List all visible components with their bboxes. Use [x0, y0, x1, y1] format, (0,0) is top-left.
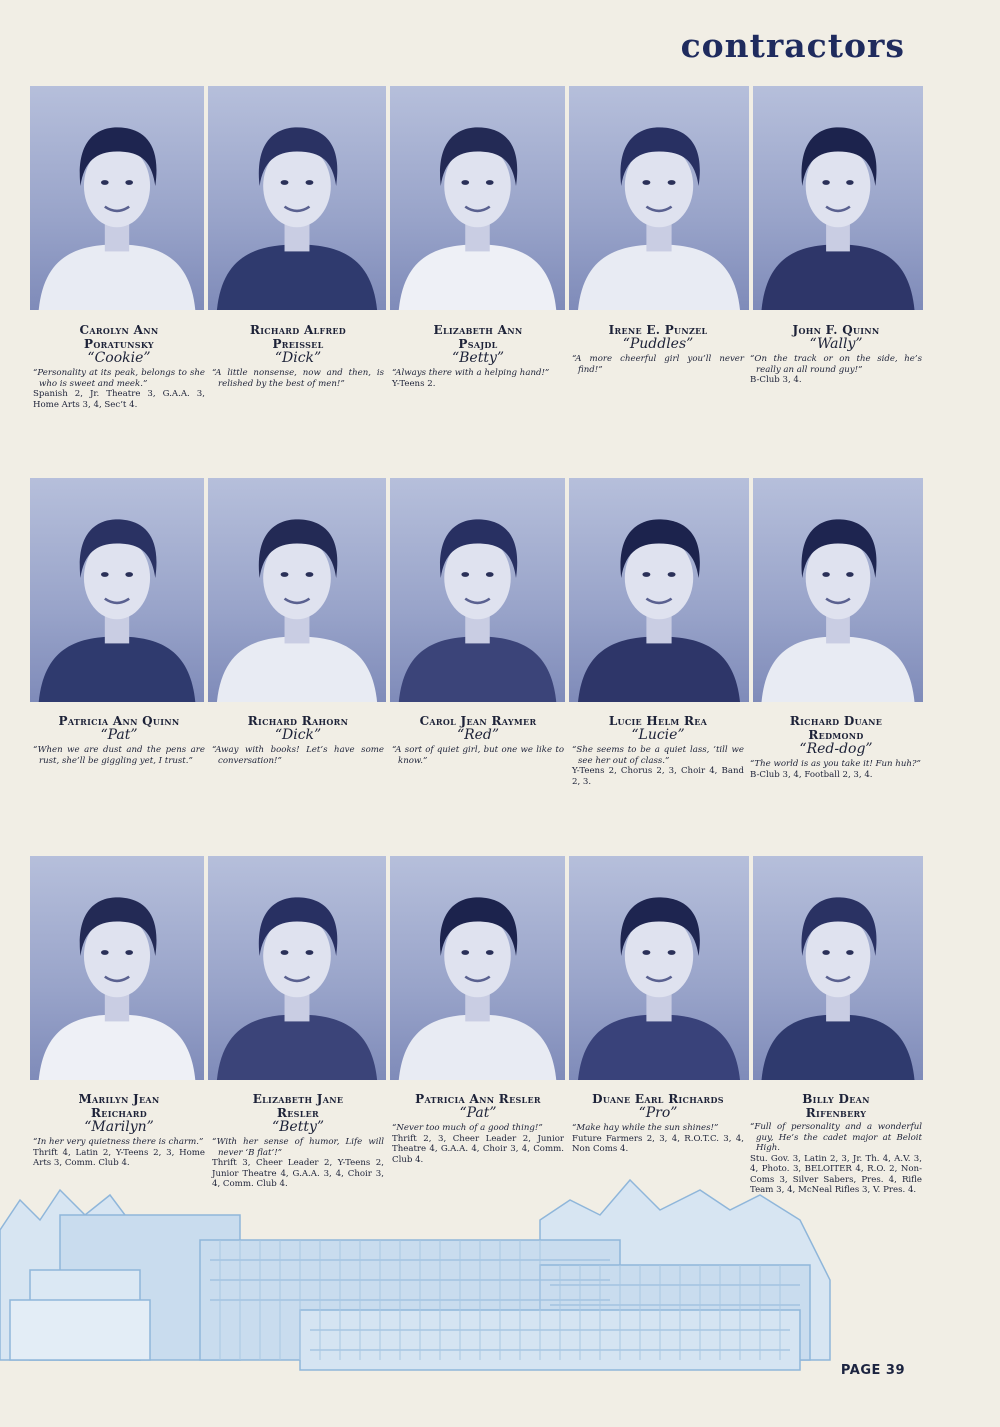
portrait-silhouette — [390, 856, 565, 1080]
portrait-silhouette — [753, 478, 923, 702]
student-nickname: “Red-dog” — [799, 741, 873, 757]
student-surname: Reichard — [91, 1106, 147, 1120]
student-caption — [392, 714, 564, 766]
student-activities: Thrift 4, Latin 2, Y-Teens 2, 3, Home Arts 3, Comm. Club 4. — [33, 1147, 205, 1168]
student-surname: Rifenbery — [805, 1106, 867, 1120]
student-portrait — [753, 856, 923, 1080]
student-quote: “With her sense of humor, Life will never ‘B flat’!” — [212, 1137, 384, 1158]
student-nickname: “Cookie” — [87, 350, 151, 366]
student-nickname: “Wally” — [809, 336, 863, 352]
student-name: Patricia Ann Quinn — [58, 714, 180, 728]
student-name: John F. Quinn — [792, 323, 880, 337]
student-caption — [572, 1092, 744, 1155]
student-activities: Y-Teens 2, Chorus 2, 3, Choir 4, Band 2, 3. — [572, 766, 744, 787]
student-caption — [392, 323, 564, 389]
student-surname: Preissel — [272, 337, 324, 351]
student-caption — [572, 714, 744, 787]
portrait-silhouette — [569, 86, 749, 310]
student-name: Duane Earl Richards — [592, 1092, 724, 1106]
school-building-illustration — [0, 1160, 880, 1400]
student-name: Elizabeth Ann — [433, 323, 523, 337]
student-surname: Redmond — [808, 728, 864, 742]
student-nickname: “Lucie” — [631, 727, 685, 743]
portrait-silhouette — [569, 856, 749, 1080]
student-nickname: “Pro” — [638, 1105, 678, 1121]
portrait-silhouette — [208, 86, 386, 310]
student-surname: Poratunsky — [84, 337, 154, 351]
student-portrait — [390, 856, 565, 1080]
portrait-silhouette — [208, 856, 386, 1080]
student-surname: Psajdl — [458, 337, 498, 351]
student-activities: B-Club 3, 4. — [750, 375, 802, 385]
student-portrait — [208, 86, 386, 310]
student-name: Patricia Ann Resler — [415, 1092, 541, 1106]
student-nickname: “Marilyn” — [84, 1119, 154, 1135]
student-portrait — [569, 86, 749, 310]
student-portrait — [208, 856, 386, 1080]
page-number: PAGE 39 — [840, 1363, 905, 1378]
student-activities: Thrift 2, 3, Cheer Leader 2, Junior Theatre 4, G.A.A. 4, Choir 3, 4, Comm. Club 4. — [392, 1133, 564, 1165]
student-activities: Y-Teens 2. — [392, 378, 436, 389]
student-portrait — [569, 478, 749, 702]
student-quote: “Never too much of a good thing!” — [392, 1123, 543, 1133]
student-name: Carolyn Ann — [79, 323, 159, 337]
student-portrait — [753, 86, 923, 310]
student-quote: “A more cheerful girl you’ll never find!” — [572, 354, 744, 375]
student-quote: “A sort of quiet girl, but one we like to know.” — [392, 745, 564, 766]
student-portrait — [208, 478, 386, 702]
student-surname: Resler — [276, 1106, 320, 1120]
student-nickname: “Pat” — [100, 727, 138, 743]
student-activities: Spanish 2, Jr. Theatre 3, G.A.A. 3, Home Arts 3, 4, Sec’t 4. — [33, 389, 205, 410]
portrait-silhouette — [390, 478, 565, 702]
student-caption — [572, 323, 744, 375]
student-name: Marilyn Jean — [78, 1092, 160, 1106]
portrait-silhouette — [390, 86, 565, 310]
student-quote: “On the track or on the side, he’s really an all round guy!” — [750, 354, 922, 375]
student-portrait — [30, 856, 204, 1080]
student-nickname: “Dick” — [274, 727, 322, 743]
student-name: Carol Jean Raymer — [419, 714, 537, 728]
student-name: Billy Dean — [802, 1092, 870, 1106]
student-activities: Thrift 3, Cheer Leader 2, Y-Teens 2, Junior Theatre 4, G.A.A. 3, 4, Choir 3, 4, Comm. Club 4. — [212, 1158, 384, 1189]
student-quote: “Personality at its peak, belongs to she who is sweet and meek.” — [33, 368, 205, 389]
student-name: Elizabeth Jane — [252, 1092, 344, 1106]
student-caption — [33, 1092, 205, 1169]
portrait-silhouette — [753, 86, 923, 310]
student-nickname: “Puddles” — [622, 336, 694, 352]
student-caption — [33, 323, 205, 410]
page-title: contractors — [680, 26, 905, 65]
student-quote: “In her very quietness there is charm.” — [33, 1137, 204, 1147]
student-quote: “A little nonsense, now and then, is relished by the best of men!” — [212, 368, 384, 389]
student-caption — [750, 323, 922, 386]
student-activities: B-Club 3, 4, Football 2, 3, 4. — [750, 769, 873, 780]
student-name: Richard Alfred — [249, 323, 347, 337]
student-caption — [750, 714, 922, 780]
student-caption — [212, 323, 384, 389]
student-nickname: “Dick” — [274, 350, 322, 366]
student-quote: “The world is as you take it! Fun huh?” — [750, 759, 921, 769]
student-caption — [212, 714, 384, 766]
student-portrait — [30, 478, 204, 702]
student-quote: “She seems to be a quiet lass, ’till we see her out of class.” — [572, 745, 744, 766]
student-name: Lucie Helm Rea — [608, 714, 708, 728]
student-quote: “When we are dust and the pens are rust, she’ll be giggling yet, I trust.” — [33, 745, 205, 766]
portrait-silhouette — [569, 478, 749, 702]
student-quote: “Away with books! Let’s have some conversation!” — [212, 745, 384, 766]
student-quote: “Always there with a helping hand!” — [392, 368, 550, 378]
student-portrait — [390, 86, 565, 310]
portrait-silhouette — [208, 478, 386, 702]
student-nickname: “Pat” — [459, 1105, 497, 1121]
student-portrait — [30, 86, 204, 310]
student-portrait — [753, 478, 923, 702]
student-nickname: “Red” — [456, 727, 500, 743]
student-quote: “Full of personality and a wonderful guy, He’s the cadet major at Beloit High. — [750, 1122, 922, 1153]
portrait-silhouette — [30, 478, 204, 702]
student-caption — [33, 714, 205, 766]
student-portrait — [569, 856, 749, 1080]
student-nickname: “Betty” — [451, 350, 505, 366]
student-activities: Stu. Gov. 3, Latin 2, 3, Jr. Th. 4, A.V. 3, 4, Photo. 3, BELOITER 4, R.O. 2, Non-Coms 3, Silver Sabers, Pres. 4, Rifle Team 3, 4, McNeal Rifles 3, V. Pres. 4. — [750, 1153, 922, 1195]
student-name: Irene E. Punzel — [608, 323, 708, 337]
student-name: Richard Duane — [789, 714, 883, 728]
student-quote: “Make hay while the sun shines!” — [572, 1123, 719, 1133]
student-caption — [392, 1092, 564, 1165]
student-activities: Future Farmers 2, 3, 4, R.O.T.C. 3, 4, Non Coms 4. — [572, 1133, 744, 1154]
student-portrait — [390, 478, 565, 702]
portrait-silhouette — [30, 86, 204, 310]
student-name: Richard Rahorn — [247, 714, 349, 728]
student-nickname: “Betty” — [271, 1119, 325, 1135]
portrait-silhouette — [30, 856, 204, 1080]
portrait-silhouette — [753, 856, 923, 1080]
